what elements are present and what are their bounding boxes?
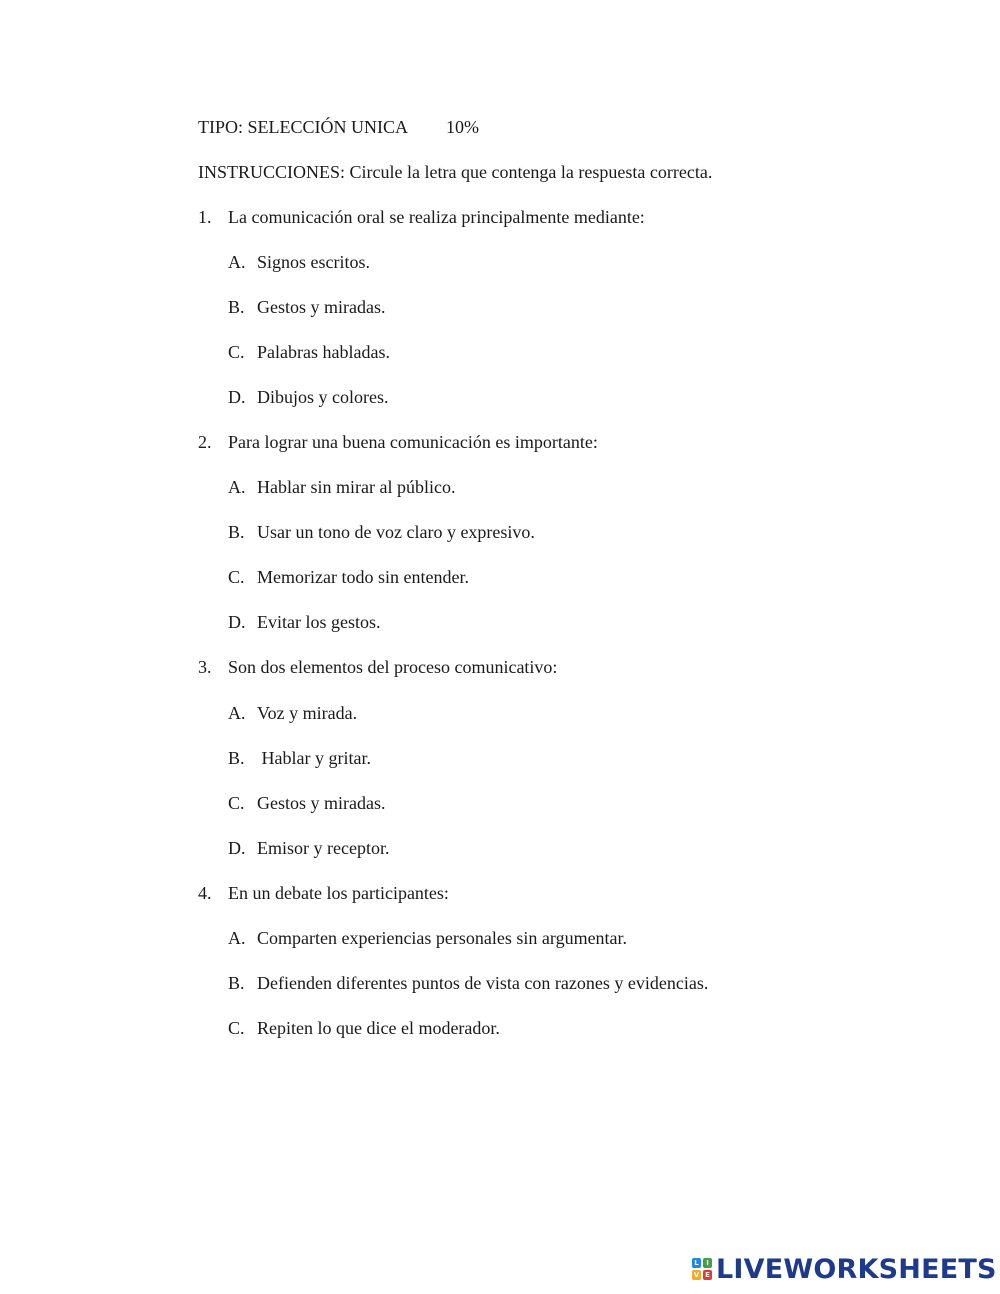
option-letter[interactable]: A.: [228, 252, 246, 272]
type-label: TIPO: SELECCIÓN UNICA: [198, 117, 408, 137]
question-number: 4.: [198, 883, 212, 903]
option-letter[interactable]: B.: [228, 748, 245, 768]
option-text: Hablar sin mirar al público.: [257, 477, 456, 497]
option-text: Evitar los gestos.: [257, 612, 381, 632]
option-text: Memorizar todo sin entender.: [257, 567, 469, 587]
option-letter[interactable]: C.: [228, 1018, 245, 1038]
question-number: 2.: [198, 432, 212, 452]
option-text: Defienden diferentes puntos de vista con razones y evidencias.: [257, 973, 709, 993]
question-number: 1.: [198, 207, 212, 227]
option-text: Signos escritos.: [257, 252, 371, 272]
option-text: Comparten experiencias personales sin argumentar.: [257, 928, 628, 948]
option-letter[interactable]: B.: [228, 522, 245, 542]
option-text: Voz y mirada.: [257, 703, 358, 723]
logo-letter: E: [703, 1270, 712, 1280]
option-text: Dibujos y colores.: [257, 387, 389, 407]
question-text: En un debate los participantes:: [228, 883, 449, 903]
question-text: Para lograr una buena comunicación es importante:: [228, 432, 598, 452]
worksheet-type-heading: [198, 116, 479, 138]
option-letter[interactable]: A.: [228, 477, 246, 497]
option-text: Hablar y gritar.: [257, 748, 371, 768]
percent-value: 10%: [446, 117, 479, 137]
logo-letter: I: [703, 1258, 712, 1268]
brand-name: LIVEWORKSHEETS: [716, 1253, 997, 1285]
option-text: Repiten lo que dice el moderador.: [257, 1018, 500, 1038]
option-letter[interactable]: A.: [228, 703, 246, 723]
option-letter[interactable]: D.: [228, 387, 246, 407]
logo-letter: V: [693, 1271, 700, 1279]
option-text: Gestos y miradas.: [257, 793, 386, 813]
option-letter[interactable]: D.: [228, 838, 246, 858]
option-letter[interactable]: D.: [228, 612, 246, 632]
option-letter[interactable]: B.: [228, 973, 245, 993]
liveworksheets-logo-icon: [692, 1258, 712, 1280]
option-text: Palabras habladas.: [257, 342, 390, 362]
option-text: Usar un tono de voz claro y expresivo.: [257, 522, 535, 542]
question-number: 3.: [198, 657, 212, 677]
instructions-text: INSTRUCCIONES: Circule la letra que contenga la respuesta correcta.: [198, 162, 713, 182]
option-text: Gestos y miradas.: [257, 297, 386, 317]
option-text: Emisor y receptor.: [257, 838, 390, 858]
logo-letter: L: [692, 1258, 701, 1268]
option-letter[interactable]: C.: [228, 567, 245, 587]
option-letter[interactable]: C.: [228, 342, 245, 362]
question-text: Son dos elementos del proceso comunicativo:: [228, 657, 558, 677]
question-text: La comunicación oral se realiza principalmente mediante:: [228, 207, 645, 227]
option-letter[interactable]: A.: [228, 928, 246, 948]
option-letter[interactable]: B.: [228, 297, 245, 317]
option-letter[interactable]: C.: [228, 793, 245, 813]
liveworksheets-watermark: [692, 1253, 997, 1285]
